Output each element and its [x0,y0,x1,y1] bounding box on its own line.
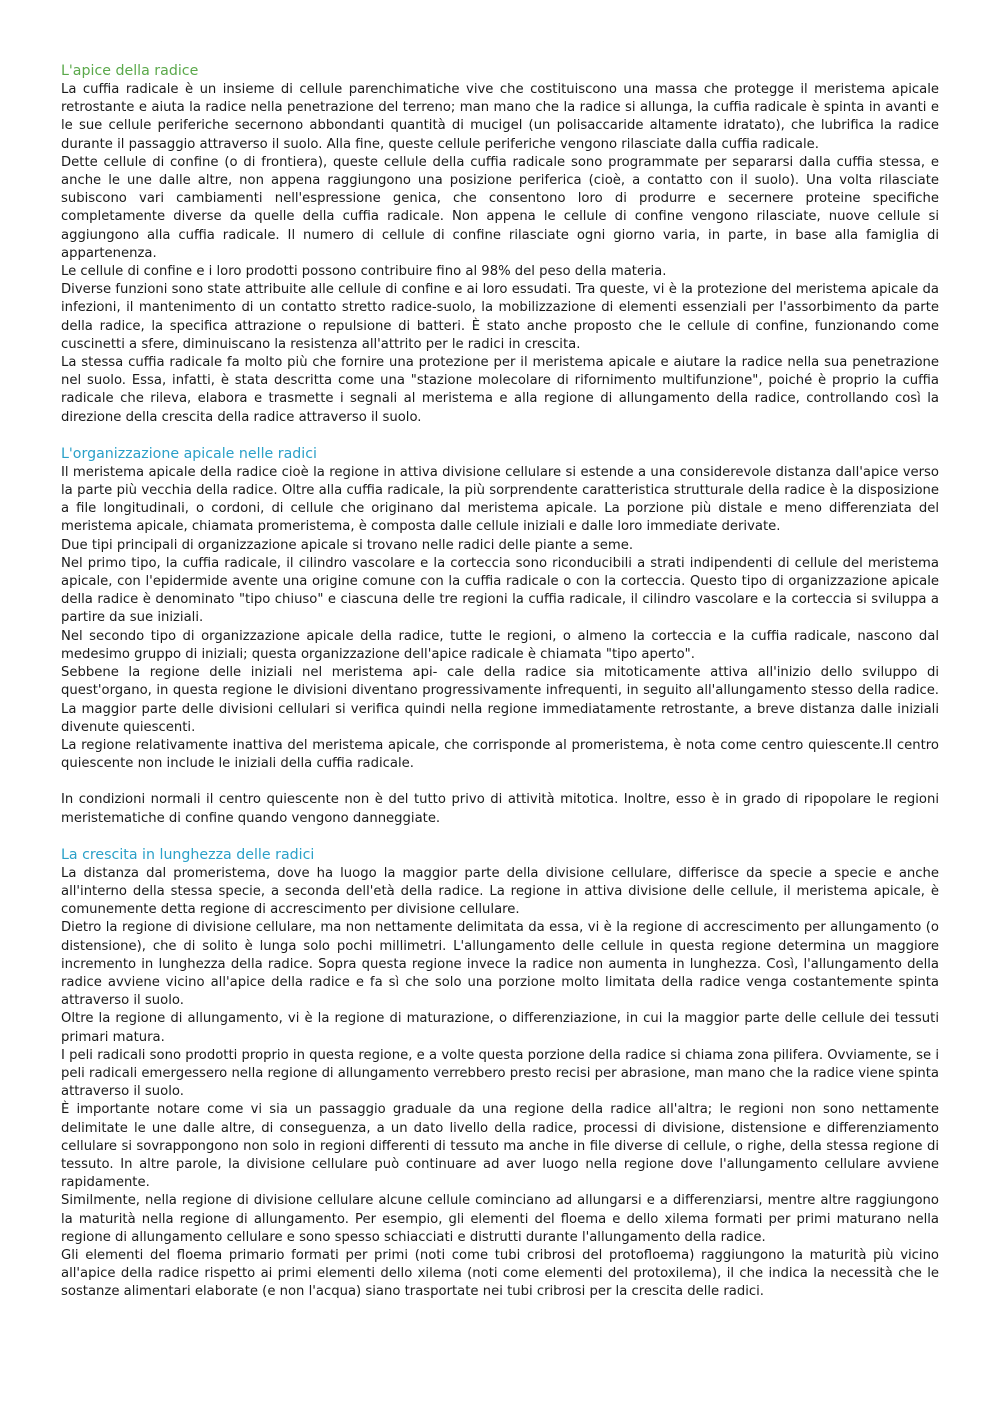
section-root-apex [61,62,939,427]
section-heading: La crescita in lunghezza delle radici [61,846,315,863]
paragraph: È importante notare come vi sia un passaggio graduale da una regione della radice all'altra; le regioni non sono nettamente delimitate le une dalle altre, di conseguenza, a un dato livello della radice, processi di divisione, distensione e differenziamento cellulare si sovrappongono non solo in regioni differenti di tessuto ma anche in file diverse di cellule, o righe, della stessa regione di tessuto. In altre parole, la divisione cellulare può continuare ad aver luogo nella regione dove l'allungamento cellulare avviene rapidamente. [61,1102,939,1191]
paragraph: Sebbene la regione delle iniziali nel meristema api- cale della radice sia mitoticamente attiva all'inizio dello sviluppo di quest'organo, in questa regione le divisioni diventano progressivamente infrequenti, in seguito all'allungamento stesso della radice. La maggior parte delle divisioni cellulari si verifica quindi nella regione immediatamente retrostante, a breve distanza dalle iniziali divenute quiescenti. [61,665,939,735]
paragraph: Nel secondo tipo di organizzazione apicale della radice, tutte le regioni, o almeno la corteccia e la cuffia radicale, nascono dal medesimo gruppo di iniziali; questa organizzazione dell'apice radicale è chiamata "tipo aperto". [61,628,939,662]
paragraph: La regione relativamente inattiva del meristema apicale, che corrisponde al promeristema, è nota come centro quiescente.Il centro quiescente non include le iniziali della cuffia radicale. [61,737,939,772]
paragraph: Nel primo tipo, la cuffia radicale, il cilindro vascolare e la corteccia sono riconducibili a strati indipendenti di cellule del meristema apicale, con l'epidermide avente una origine comune con la cuffia radicale o con la corteccia. Questo tipo di organizzazione apicale della radice è denominato "tipo chiuso" e ciascuna delle tre regioni la cuffia radicale, il cilindro vascolare e la corteccia si sviluppa a partire da sue iniziali. [61,555,939,626]
section-heading: L'apice della radice [61,63,199,79]
paragraph: I peli radicali sono prodotti proprio in questa regione, e a volte questa porzione della radice si chiama zona pilifera. Ovviamente, se i peli radicali emergessero nella regione di allungamento verrebbero presto recisi per abrasione, man mano che la radice viene spinta attraverso il suolo. [61,1047,939,1100]
paragraph: Diverse funzioni sono state attribuite alle cellule di confine e ai loro essudati. Tra queste, vi è la protezione del meristema apicale da infezioni, il mantenimento di un contatto stretto radice-suolo, la mobilizzazione di elementi essenziali per l'assorbimento da parte della radice, la specifica attrazione o repulsione di batteri. È stato anche proposto che le cellule di confine, funzionando come cuscinetti a sfere, diminuiscano la resistenza all'attrito per le radici in crescita. [61,282,939,352]
paragraph: Oltre la regione di allungamento, vi è la regione di maturazione, o differenziazione, in cui la maggior parte delle cellule dei tessuti primari matura. [61,1011,939,1045]
section-heading: L'organizzazione apicale nelle radici [61,445,317,462]
paragraph: La distanza dal promeristema, dove ha luogo la maggior parte della divisione cellulare, differisce da specie a specie e anche all'interno della stessa specie, a seconda dell'età della radice. La regione in attiva divisione delle cellule, il meristema apicale, è comunemente detta regione di accrescimento per divisione cellulare. [61,865,939,918]
paragraph: Le cellule di confine e i loro prodotti possono contribuire fino al 98% del peso della materia. [61,264,667,280]
section-root-growth [61,846,939,1302]
paragraph: Il meristema apicale della radice cioè la regione in attiva divisione cellulare si estende a una considerevole distanza dall'apice verso la parte più vecchia della radice. Oltre alla cuffia radicale, la più sorprendente caratteristica strutturale della radice è la disposizione a file longitudinali, o cordoni, di cellule che originano dal meristema apicale. La porzione più distale e meno differenziata del meristema apicale, chiamata promeristema, è composta dalle cellule iniziali e dalle loro immediate derivate. [61,464,939,535]
paragraph: Dette cellule di confine (o di frontiera), queste cellule della cuffia radicale sono programmate per separarsi dalla cuffia stessa, e anche le une dalle altre, non appena raggiungono una posizione periferica (cioè, a contatto con il suolo). Una volta rilasciate subiscono vari cambiamenti nell'espressione genica, che consentono loro di produrre e secernere proteine specifiche completamente diverse da quelle della cuffia radicale. Non appena le cellule di confine vengono rilasciate, nuove cellule si aggiungono alla cuffia radicale. Il numero di cellule di confine rilasciate ogni giorno varia, in parte, in base alla famiglia di appartenenza. [61,154,939,261]
paragraph: La cuffia radicale è un insieme di cellule parenchimatiche vive che costituiscono una massa che protegge il meristema apicale retrostante e aiuta la radice nella penetrazione del terreno; man mano che la radice si allunga, la cuffia radicale è spinta in avanti e le sue cellule periferiche secernono abbondanti quantità di mucigel (un polisaccaride altamente idratato), che lubrifica la radice durante il passaggio attraverso il suolo. Alla fine, queste cellule periferiche vengono rilasciate dalla cuffia radicale. [61,82,939,152]
paragraph: In condizioni normali il centro quiescente non è del tutto privo di attività mitotica. Inoltre, esso è in grado di ripopolare le regioni meristematiche di confine quando vengono danneggiate. [61,792,939,826]
paragraph: La stessa cuffia radicale fa molto più che fornire una protezione per il meristema apicale e aiutare la radice nella sua penetrazione nel suolo. Essa, infatti, è stata descritta come una "stazione molecolare di rifornimento multifunzione", poiché è proprio la cuffia radicale che rileva, elabora e trasmette i segnali al meristema e alla regione di allungamento della radice, controllando così la direzione della crescita della radice attraverso il suolo. [61,355,939,425]
paragraph: Similmente, nella regione di divisione cellulare alcune cellule cominciano ad allungarsi e a differenziarsi, mentre altre raggiungono la maturità nella regione di allungamento. Per esempio, gli elementi del floema e dello xilema formati per primi maturano nella regione di allungamento cellulare e sono spesso schiacciati e distrutti durante l'allungamento della radice. [61,1193,939,1245]
section-apical-organization [61,445,939,828]
paragraph: Due tipi principali di organizzazione apicale si trovano nelle radici delle piante a seme. [61,537,634,553]
document-page [61,62,939,1302]
paragraph: Dietro la regione di divisione cellulare, ma non nettamente delimitata da essa, vi è la regione di accrescimento per allungamento (o distensione), che di solito è lunga solo pochi millimetri. L'allungamento delle cellule in questa regione determina un maggiore incremento in lunghezza della radice. Sopra questa regione invece la radice non aumenta in lunghezza. Così, l'allungamento della radice avviene vicino all'apice della radice e fa sì che solo una porzione molto limitata della radice venga costantemente spinta attraverso il suolo. [61,920,939,1009]
paragraph: Gli elementi del floema primario formati per primi (noti come tubi cribrosi del protofloema) raggiungono la maturità più vicino all'apice della radice rispetto ai primi elementi dello xilema (noti come elementi del protoxilema), il che indica la necessità che le sostanze alimentari elaborate (e non l'acqua) siano trasportate nei tubi cribrosi per la crescita delle radici. [61,1247,939,1300]
